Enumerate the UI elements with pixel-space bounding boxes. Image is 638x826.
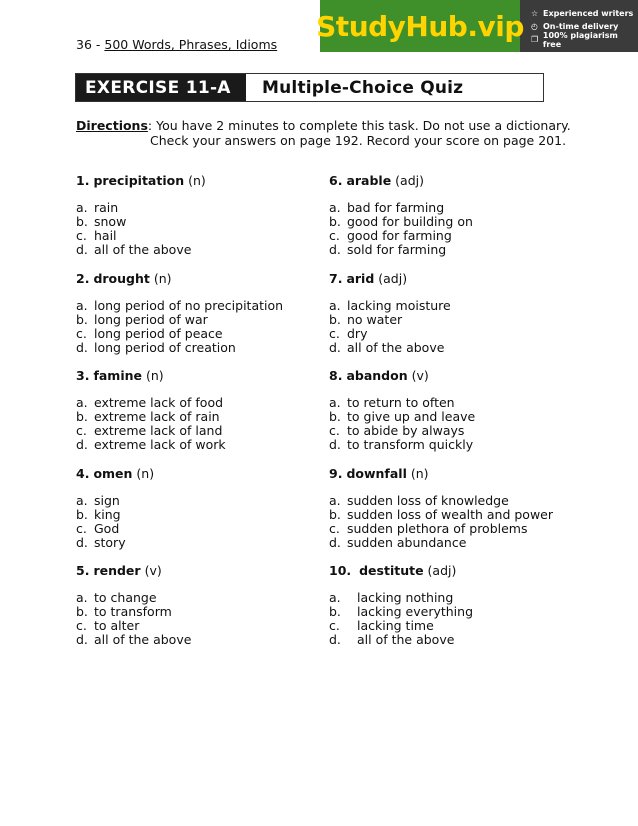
- question-item: [76, 368, 346, 466]
- option-text: bad for farming: [347, 200, 445, 215]
- option-text: all of the above: [357, 632, 455, 647]
- option-letter: c.: [76, 618, 87, 633]
- answer-option[interactable]: [329, 424, 599, 438]
- answer-option[interactable]: [329, 215, 599, 229]
- option-letter: d.: [76, 242, 88, 257]
- option-letter: a.: [76, 297, 88, 313]
- vocabulary-word: precipitation: [93, 173, 185, 188]
- option-letter: b.: [76, 311, 88, 327]
- option-text: to return to often: [347, 395, 455, 410]
- question-item: [76, 173, 346, 271]
- option-text: rain: [94, 200, 119, 215]
- option-text: dry: [347, 325, 368, 341]
- answer-option[interactable]: [329, 243, 599, 257]
- answer-option[interactable]: [76, 396, 346, 410]
- feature-text: Experienced writers: [543, 9, 634, 18]
- feature-experienced: [531, 7, 638, 20]
- option-letter: d.: [329, 632, 341, 647]
- answer-option[interactable]: [329, 508, 599, 522]
- question-heading: [329, 173, 599, 201]
- option-text: king: [94, 506, 121, 522]
- question-number: 10.: [329, 563, 352, 578]
- option-letter: d.: [329, 242, 341, 257]
- answer-option[interactable]: [329, 341, 599, 355]
- vocabulary-word: arid: [346, 270, 375, 286]
- answer-option[interactable]: [329, 536, 599, 550]
- answer-option[interactable]: [329, 201, 599, 215]
- ad-banner[interactable]: [316, 0, 638, 52]
- page-header: [76, 37, 277, 52]
- questions-right-column: [329, 173, 599, 661]
- answer-option[interactable]: [76, 494, 346, 508]
- answer-option[interactable]: [329, 633, 599, 647]
- answer-option[interactable]: [76, 536, 346, 550]
- option-letter: c.: [329, 423, 340, 438]
- question-heading: [76, 563, 346, 591]
- question-heading: [329, 271, 599, 299]
- question-heading: [76, 271, 346, 299]
- question-heading: [329, 563, 599, 591]
- option-text: good for farming: [347, 228, 452, 243]
- option-text: all of the above: [94, 242, 192, 257]
- question-item: [329, 563, 599, 661]
- studyhub-logo[interactable]: [316, 0, 524, 52]
- answer-option[interactable]: [76, 313, 346, 327]
- vocabulary-word: render: [93, 563, 141, 578]
- answer-option[interactable]: [329, 591, 599, 605]
- option-letter: b.: [329, 604, 341, 619]
- questions-left-column: [76, 173, 346, 661]
- banner-features: [520, 0, 638, 52]
- option-text: extreme lack of food: [94, 395, 224, 410]
- option-letter: b.: [329, 409, 341, 424]
- option-letter: a.: [76, 395, 88, 410]
- option-letter: b.: [329, 311, 341, 327]
- option-text: to alter: [94, 618, 140, 633]
- question-heading: [76, 368, 346, 396]
- option-text: long period of creation: [94, 339, 236, 355]
- option-text: extreme lack of rain: [94, 409, 220, 424]
- option-letter: b.: [329, 214, 341, 229]
- vocabulary-word: downfall: [346, 465, 407, 481]
- option-text: God: [94, 520, 120, 536]
- vocabulary-word: omen: [93, 465, 133, 481]
- page-number: 36 -: [76, 37, 105, 52]
- option-letter: d.: [329, 339, 341, 355]
- option-text: extreme lack of land: [94, 423, 223, 438]
- question-number: 8.: [329, 368, 343, 383]
- answer-option[interactable]: [76, 327, 346, 341]
- option-letter: a.: [76, 200, 88, 215]
- question-number: 3.: [76, 368, 90, 383]
- question-item: [76, 563, 346, 661]
- option-letter: c.: [329, 325, 340, 341]
- option-letter: a.: [76, 590, 88, 605]
- option-letter: d.: [76, 437, 88, 452]
- option-letter: a.: [329, 590, 341, 605]
- answer-option[interactable]: [76, 633, 346, 647]
- option-letter: b.: [329, 506, 341, 522]
- question-heading: [329, 466, 599, 494]
- part-of-speech: (n): [153, 270, 172, 286]
- copy-icon: ❐: [531, 35, 539, 44]
- answer-option[interactable]: [76, 522, 346, 536]
- vocabulary-word: destitute: [359, 563, 424, 578]
- option-letter: b.: [76, 214, 88, 229]
- option-text: snow: [94, 214, 127, 229]
- question-number: 7.: [329, 270, 343, 286]
- vocabulary-word: abandon: [346, 368, 408, 383]
- option-text: extreme lack of work: [94, 437, 226, 452]
- answer-option[interactable]: [76, 619, 346, 633]
- vocabulary-word: drought: [93, 270, 150, 286]
- option-letter: c.: [76, 228, 87, 243]
- answer-option[interactable]: [76, 215, 346, 229]
- question-number: 9.: [329, 465, 343, 481]
- answer-option[interactable]: [76, 508, 346, 522]
- option-letter: d.: [76, 534, 88, 550]
- answer-option[interactable]: [76, 229, 346, 243]
- part-of-speech: (n): [410, 465, 429, 481]
- part-of-speech: (adj): [395, 173, 424, 188]
- option-letter: d.: [76, 632, 88, 647]
- feature-text: 100% plagiarism free: [542, 30, 618, 49]
- answer-option[interactable]: [329, 410, 599, 424]
- option-text: sudden abundance: [347, 534, 467, 550]
- part-of-speech: (n): [188, 173, 206, 188]
- option-letter: c.: [76, 325, 87, 341]
- exercise-title-box: [75, 73, 544, 102]
- option-text: sign: [94, 492, 120, 508]
- clock-icon: ◴: [531, 22, 538, 31]
- question-item: [329, 368, 599, 466]
- answer-option[interactable]: [329, 229, 599, 243]
- option-text: to change: [94, 590, 157, 605]
- directions: [76, 118, 576, 148]
- option-text: sudden loss of knowledge: [347, 492, 509, 508]
- option-letter: b.: [76, 409, 88, 424]
- option-text: lacking nothing: [357, 590, 454, 605]
- question-number: 6.: [329, 173, 343, 188]
- answer-option[interactable]: [76, 341, 346, 355]
- option-text: lacking time: [357, 618, 434, 633]
- exercise-id: EXERCISE 11-A: [76, 74, 246, 101]
- option-letter: b.: [76, 506, 88, 522]
- option-letter: d.: [329, 437, 341, 452]
- option-text: hail: [94, 228, 117, 243]
- answer-option[interactable]: [76, 424, 346, 438]
- feature-plagiarism: [531, 30, 638, 49]
- option-letter: b.: [76, 604, 88, 619]
- question-number: 5.: [76, 563, 90, 578]
- book-title-link[interactable]: 500 Words, Phrases, Idioms: [104, 37, 278, 52]
- option-letter: a.: [329, 297, 341, 313]
- question-item: [329, 173, 599, 271]
- feature-text: On-time delivery: [543, 22, 619, 31]
- answer-option[interactable]: [329, 299, 599, 313]
- option-text: sudden plethora of problems: [347, 520, 528, 536]
- directions-label: Directions: [76, 118, 148, 133]
- part-of-speech: (v): [144, 563, 162, 578]
- option-text: to transform quickly: [347, 437, 474, 452]
- question-number: 4.: [76, 465, 90, 481]
- answer-option[interactable]: [76, 591, 346, 605]
- question-heading: [76, 466, 346, 494]
- option-text: to give up and leave: [347, 409, 476, 424]
- option-text: no water: [347, 311, 403, 327]
- answer-option[interactable]: [329, 438, 599, 452]
- option-text: all of the above: [94, 632, 192, 647]
- directions-line-2: Check your answers on page 192. Record your score on page 201.: [150, 133, 567, 148]
- question-item: [329, 466, 599, 564]
- option-letter: c.: [329, 520, 340, 536]
- answer-option[interactable]: [329, 313, 599, 327]
- question-heading: [329, 368, 599, 396]
- answer-option[interactable]: [329, 327, 599, 341]
- question-item: [329, 271, 599, 369]
- option-text: long period of war: [94, 311, 208, 327]
- answer-option[interactable]: [329, 494, 599, 508]
- option-letter: a.: [76, 492, 88, 508]
- option-text: long period of no precipitation: [94, 297, 284, 313]
- answer-option[interactable]: [76, 243, 346, 257]
- directions-line-1: : You have 2 minutes to complete this task. Do not use a dictionary.: [147, 118, 571, 133]
- option-text: lacking moisture: [347, 297, 451, 313]
- vocabulary-word: famine: [93, 368, 142, 383]
- answer-option[interactable]: [329, 396, 599, 410]
- option-letter: a.: [329, 200, 341, 215]
- option-text: all of the above: [347, 339, 445, 355]
- option-letter: c.: [329, 228, 340, 243]
- option-text: sold for farming: [347, 242, 447, 257]
- part-of-speech: (adj): [427, 563, 457, 578]
- answer-option[interactable]: [76, 605, 346, 619]
- part-of-speech: (v): [411, 368, 429, 383]
- star-icon: ☆: [531, 9, 539, 18]
- option-text: to transform: [94, 604, 172, 619]
- answer-option[interactable]: [329, 619, 599, 633]
- answer-option[interactable]: [76, 438, 346, 452]
- option-text: long period of peace: [94, 325, 223, 341]
- part-of-speech: (adj): [378, 270, 408, 286]
- answer-option[interactable]: [76, 299, 346, 313]
- option-text: story: [94, 534, 126, 550]
- answer-option[interactable]: [329, 522, 599, 536]
- option-letter: a.: [329, 492, 341, 508]
- part-of-speech: (n): [145, 368, 164, 383]
- part-of-speech: (n): [136, 465, 155, 481]
- option-text: sudden loss of wealth and power: [347, 506, 553, 522]
- logo-text: StudyHub.vip: [316, 9, 524, 43]
- option-letter: c.: [76, 423, 87, 438]
- answer-option[interactable]: [76, 201, 346, 215]
- option-letter: a.: [329, 395, 341, 410]
- answer-option[interactable]: [76, 410, 346, 424]
- option-text: to abide by always: [347, 423, 465, 438]
- question-item: [76, 466, 346, 564]
- question-heading: [76, 173, 346, 201]
- exercise-title: Multiple-Choice Quiz: [262, 77, 464, 98]
- vocabulary-word: arable: [346, 173, 392, 188]
- answer-option[interactable]: [329, 605, 599, 619]
- question-number: 1.: [76, 173, 90, 188]
- option-text: lacking everything: [357, 604, 474, 619]
- question-number: 2.: [76, 270, 90, 286]
- option-letter: c.: [329, 618, 340, 633]
- question-item: [76, 271, 346, 369]
- option-text: good for building on: [347, 214, 473, 229]
- option-letter: c.: [76, 520, 87, 536]
- option-letter: d.: [329, 534, 341, 550]
- option-letter: d.: [76, 339, 88, 355]
